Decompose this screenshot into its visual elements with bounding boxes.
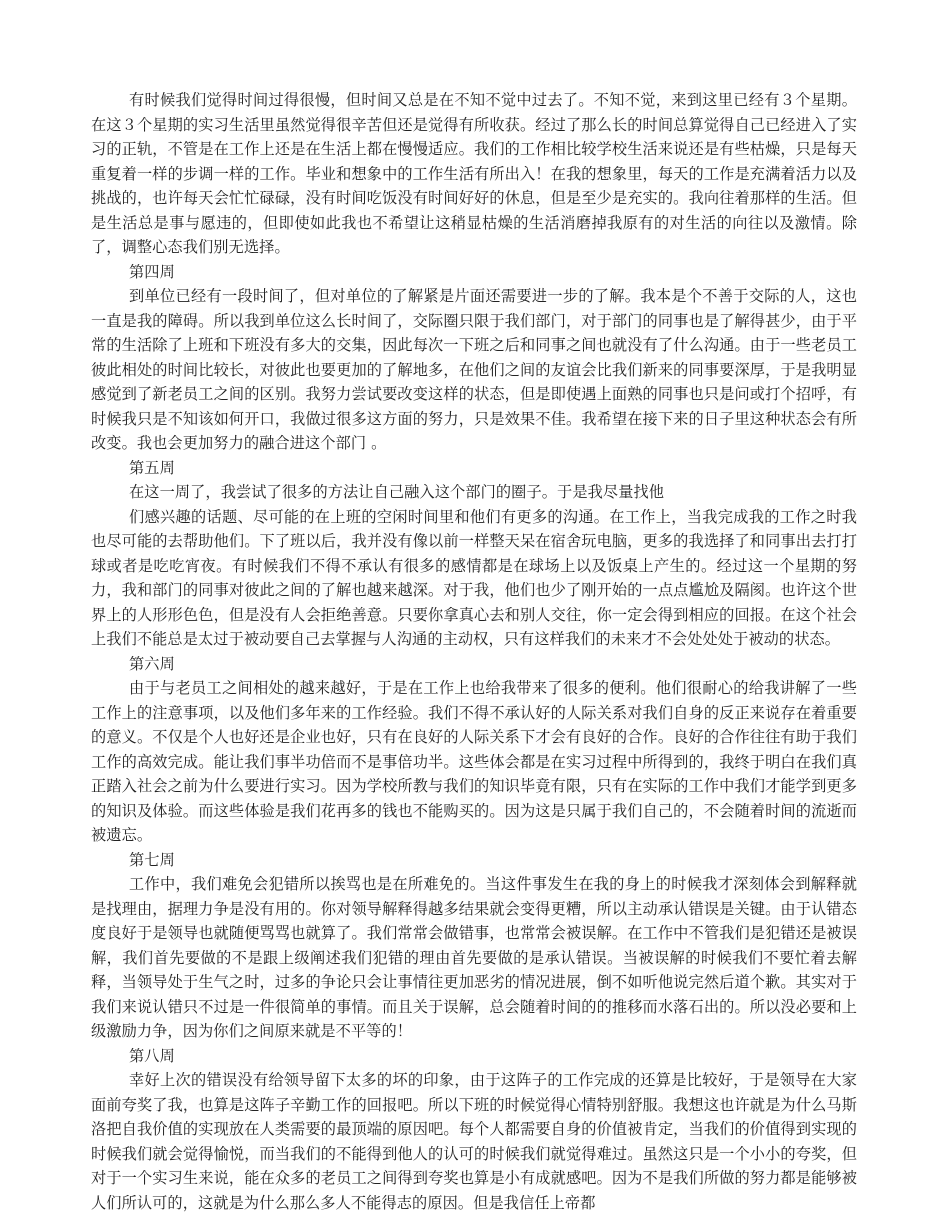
paragraph-week-7: 工作中，我们难免会犯错所以挨骂也是在所难免的。当这件事发生在我的身上的时候我才深刻体会到解释就是找理由，据理力争是没有用的。你对领导解释得越多结果就会变得更糟，所以主动承认错误是关键。由于认错态度良好于是领导也就随便骂骂也就算了。我们常常会做错事，也常常会被误解。在工作中不管我们是犯错还是被误解，我们首先要做的不是跟上级阐述我们犯错的理由首先要做的是承认错误。当被误解的时候我们不要忙着去解释，当领导处于生气之时，过多的争论只会让事情往更加恶劣的情况进展，倒不如听他说完然后道个歉。其实对于我们来说认错只不过是一件很简单的事情。而且关于误解，总会随着时间的的推移而水落石出的。所以没必要和上级激励力争，因为你们之间原来就是不平等的！: [91, 875, 857, 1040]
section-heading-week-8: 第八周: [129, 1046, 175, 1065]
paragraph-week-8: 幸好上次的错误没有给领导留下太多的坏的印象，由于这阵子的工作完成的还算是比较好，于是领导在大家面前夸奖了我，也算是这阵子辛勤工作的回报吧。所以下班的时候觉得心情特别舒服。我想这也许就是为什么马斯洛把自我价值的实现放在人类需要的最顶端的原因吧。每个人都需要自身的价值被肯定，当我们的价值得到实现的时候我们就会觉得愉悦，而当我们的不能得到他人的认可的时候我们就觉得难过。虽然这只是一个小小的夸奖，但对于一个实习生来说，能在众多的老员工之间得到夸奖也算是小有成就感吧。因为不是我们所做的努力都是能够被人们所认可的，这就是为什么那么多人不能得志的原因。但是我信任上帝都: [91, 1071, 857, 1212]
section-heading-week-5: 第五周: [129, 458, 175, 477]
paragraph-week-6: 由于与老员工之间相处的越来越好，于是在工作上也给我带来了很多的便利。他们很耐心的给我讲解了一些工作上的注意事项，以及他们多年来的工作经验。我们不得不承认好的人际关系对我们自身的反正来说存在着重要的意义。不仅是个人也好还是企业也好，只有在良好的人际关系下才会有良好的合作。良好的合作往往有助于我们工作的高效完成。能让我们事半功倍而不是事倍功半。这些体会都是在实习过程中所得到的，我终于明白在我们真正踏入社会之前为什么要进行实习。因为学校所教与我们的知识毕竟有限，只有在实际的工作中我们才能学到更多的知识及体验。而这些体验是我们花再多的钱也不能购买的。因为这是只属于我们自己的，不会随着时间的流逝而被遗忘。: [91, 679, 857, 844]
section-heading-week-6: 第六周: [129, 654, 175, 673]
paragraph-week-4: 到单位已经有一段时间了，但对单位的了解紧是片面还需要进一步的了解。我本是个不善于交际的人，这也一直是我的障碍。所以我到单位这么长时间了，交际圈只限于我们部门，对于部门的同事也是了解得甚少，由于平常的生活除了上班和下班没有多大的交集，因此每次一下班之后和同事之间也就没有了什么沟通。由于一些老员工彼此相处的时间比较长，对彼此也要更加的了解地多，在他们之间的友谊会比我们新来的同事要深厚，于是我明显感觉到了新老员工之间的区别。我努力尝试要改变这样的状态，但是即使遇上面熟的同事也只是问或打个招呼，有时候我只是不知该如何开口，我做过很多这方面的努力，只是效果不佳。我希望在接下来的日子里这种状态会有所改变。我也会更加努力的融合进这个部门 。: [91, 287, 857, 452]
section-heading-week-7: 第七周: [129, 850, 175, 869]
document-body: [91, 88, 857, 1215]
paragraph-intro: 有时候我们觉得时间过得很慢，但时间又总是在不知不觉中过去了。不知不觉，来到这里已经有３个星期。在这３个星期的实习生活里虽然觉得很辛苦但还是觉得有所收获。经过了那么长的时间总算觉得自己已经进入了实习的正轨，不管是在工作上还是在生活上都在慢慢适应。我们的工作相比较学校生活来说还是有些枯燥，只是每天重复着一样的步调一样的工作。毕业和想象中的工作生活有所出入！在我的想象里，每天的工作是充满着活力以及挑战的，也许每天会忙忙碌碌，没有时间吃饭没有时间好好的休息，但是至少是充实的。我向往着那样的生活。但是生活总是事与愿违的，但即使如此我也不希望让这稍显枯燥的生活消磨掉我原有的对生活的向往以及激情。除了，调整心态我们别无选择。: [91, 91, 857, 256]
section-heading-week-4: 第四周: [129, 262, 175, 281]
paragraph-week-5-part-1: 在这一周了，我尝试了很多的方法让自己融入这个部门的圈子。于是我尽量找他: [129, 483, 665, 501]
paragraph-week-5-part-2: 们感兴趣的话题、尽可能的在上班的空闲时间里和他们有更多的沟通。在工作上，当我完成我的工作之时我也尽可能的去帮助他们。下了班以后，我并没有像以前一样整天呆在宿舍玩电脑，更多的我选择了和同事出去打打球或者是吃吃宵夜。有时候我们不得不承认有很多的感情都是在球场上以及饭桌上产生的。经过这一个星期的努力，我和部门的同事对彼此之间的了解也越来越深。对于我，他们也少了刚开始的一点点尴尬及隔阂。也许这个世界上的人形形色色，但是没有人会拒绝善意。只要你拿真心去和别人交往，你一定会得到相应的回报。在这个社会上我们不能总是太过于被动要自己去掌握与人沟通的主动权，只有这样我们的未来才不会处处处于被动的状态。: [91, 507, 857, 648]
